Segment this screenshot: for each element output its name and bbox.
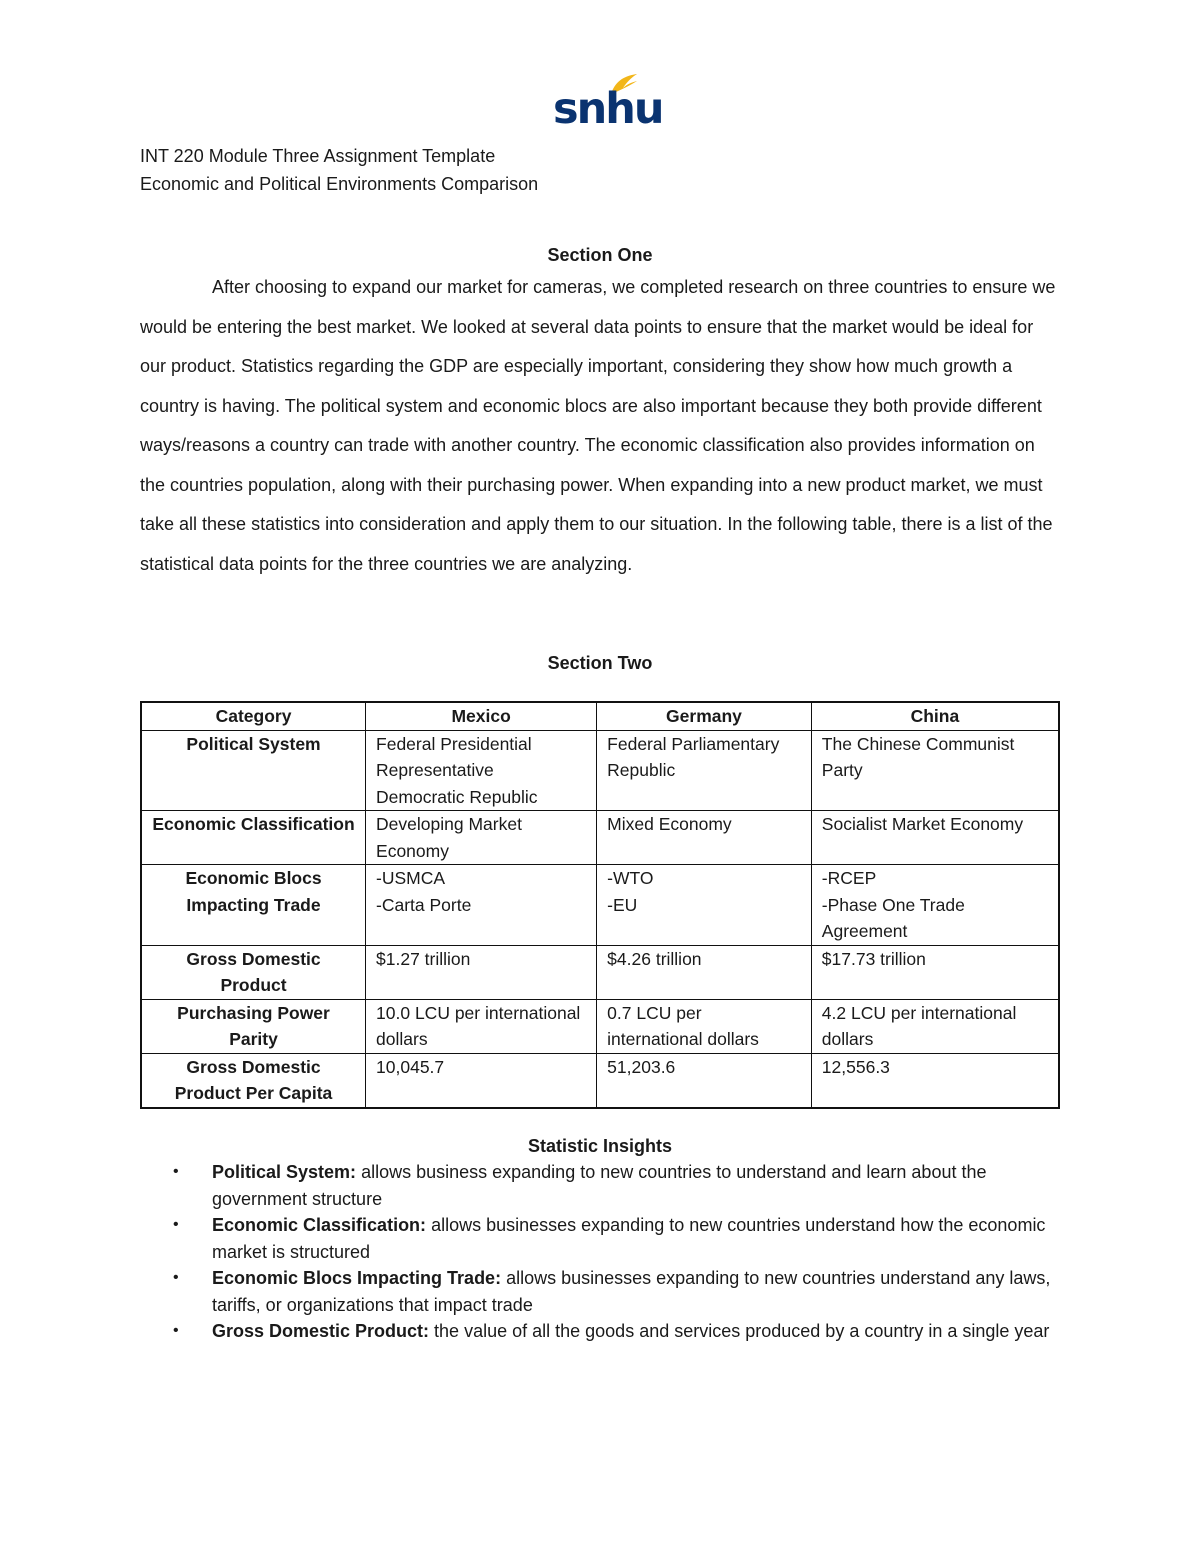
- list-item: [140, 1265, 1060, 1318]
- cell-china: [811, 865, 1059, 946]
- cell-china: 4.2 LCU per international dollars: [811, 999, 1059, 1053]
- row-category: Economic Classification: [141, 811, 366, 865]
- table-row: [141, 865, 1059, 946]
- cell-germany: 51,203.6: [597, 1053, 812, 1108]
- insight-term: Political System:: [212, 1162, 357, 1182]
- bloc-item: -EU: [607, 894, 638, 915]
- cell-germany: Federal Parliamentary Republic: [597, 730, 812, 811]
- cell-mexico: Federal Presidential Representative Democratic Republic: [366, 730, 597, 811]
- section-one-paragraph: After choosing to expand our market for cameras, we completed research on three countries to ensure we would be entering the best market. We looked at several data points to ensure that the market would be ideal for our product. Statistics regarding the GDP are especially important, considering they show how much growth a country is having. The political system and economic blocs are also important because they both provide different ways/reasons a country can trade with another country. The economic classification also provides information on the countries population, along with their purchasing power. When expanding into a new product market, we must take all these statistics into consideration and apply them to our situation. In the following table, there is a list of the statistical data points for the three countries we are analyzing.: [140, 277, 1056, 574]
- bullet-icon: •: [173, 1163, 179, 1180]
- table-row: [141, 811, 1059, 865]
- comparison-table: [140, 701, 1060, 1109]
- header-mexico: Mexico: [366, 702, 597, 730]
- list-item: [140, 1318, 1060, 1345]
- cell-mexico: [366, 865, 597, 946]
- header-category: Category: [141, 702, 366, 730]
- insight-text: allows business expanding to new countries to understand and learn about the government structure: [212, 1162, 987, 1209]
- cell-mexico: 10,045.7: [366, 1053, 597, 1108]
- cell-germany: [597, 865, 812, 946]
- bloc-item: -Carta Porte: [376, 894, 472, 915]
- list-item: [140, 1159, 1060, 1212]
- table-header-row: [141, 702, 1059, 730]
- table-row: [141, 730, 1059, 811]
- bloc-item: -WTO: [607, 868, 654, 888]
- course-title: INT 220 Module Three Assignment Template: [140, 146, 496, 166]
- row-category: Political System: [141, 730, 366, 811]
- section-two-heading: Section Two: [547, 653, 653, 673]
- table-row: [141, 999, 1059, 1053]
- bullet-icon: •: [173, 1269, 179, 1286]
- cell-germany: $4.26 trillion: [597, 945, 812, 999]
- insight-term: Gross Domestic Product:: [212, 1321, 430, 1341]
- bullet-icon: •: [173, 1216, 179, 1233]
- insight-text: allows businesses expanding to new countries understand any laws, tariffs, or organizations that impact trade: [212, 1268, 1051, 1315]
- cell-mexico: $1.27 trillion: [366, 945, 597, 999]
- cell-mexico: 10.0 LCU per international dollars: [366, 999, 597, 1053]
- insight-text: allows businesses expanding to new countries understand how the economic market is structured: [212, 1215, 1046, 1262]
- bloc-item: -RCEP: [821, 868, 877, 888]
- cell-china: Socialist Market Economy: [811, 811, 1059, 865]
- cell-china: The Chinese Communist Party: [811, 730, 1059, 811]
- row-category: Gross Domestic Product: [141, 945, 366, 999]
- row-category: Economic Blocs Impacting Trade: [141, 865, 366, 946]
- cell-mexico: Developing Market Economy: [366, 811, 597, 865]
- insight-term: Economic Classification:: [212, 1215, 427, 1235]
- cell-china: $17.73 trillion: [811, 945, 1059, 999]
- insight-term: Economic Blocs Impacting Trade:: [212, 1268, 502, 1288]
- cell-germany: Mixed Economy: [597, 811, 812, 865]
- header-china: China: [811, 702, 1059, 730]
- table-row: [141, 1053, 1059, 1108]
- row-category: Gross Domestic Product Per Capita: [141, 1053, 366, 1108]
- snhu-logo: [553, 72, 663, 134]
- row-category: Purchasing Power Parity: [141, 999, 366, 1053]
- cell-china: 12,556.3: [811, 1053, 1059, 1108]
- section-one-heading: Section One: [547, 245, 653, 265]
- bloc-item: -USMCA: [376, 868, 446, 888]
- table-row: [141, 945, 1059, 999]
- bloc-item: -Phase One Trade Agreement: [821, 894, 965, 941]
- cell-germany: 0.7 LCU per international dollars: [597, 999, 812, 1053]
- list-item: [140, 1212, 1060, 1265]
- insight-text: the value of all the goods and services produced by a country in a single year: [429, 1321, 1050, 1341]
- logo-wordmark: snhu: [553, 84, 663, 134]
- bullet-icon: •: [173, 1322, 179, 1339]
- header-germany: Germany: [597, 702, 812, 730]
- document-subtitle: Economic and Political Environments Comparison: [140, 174, 539, 194]
- insights-heading: Statistic Insights: [527, 1136, 673, 1156]
- insights-list: [140, 1159, 1060, 1345]
